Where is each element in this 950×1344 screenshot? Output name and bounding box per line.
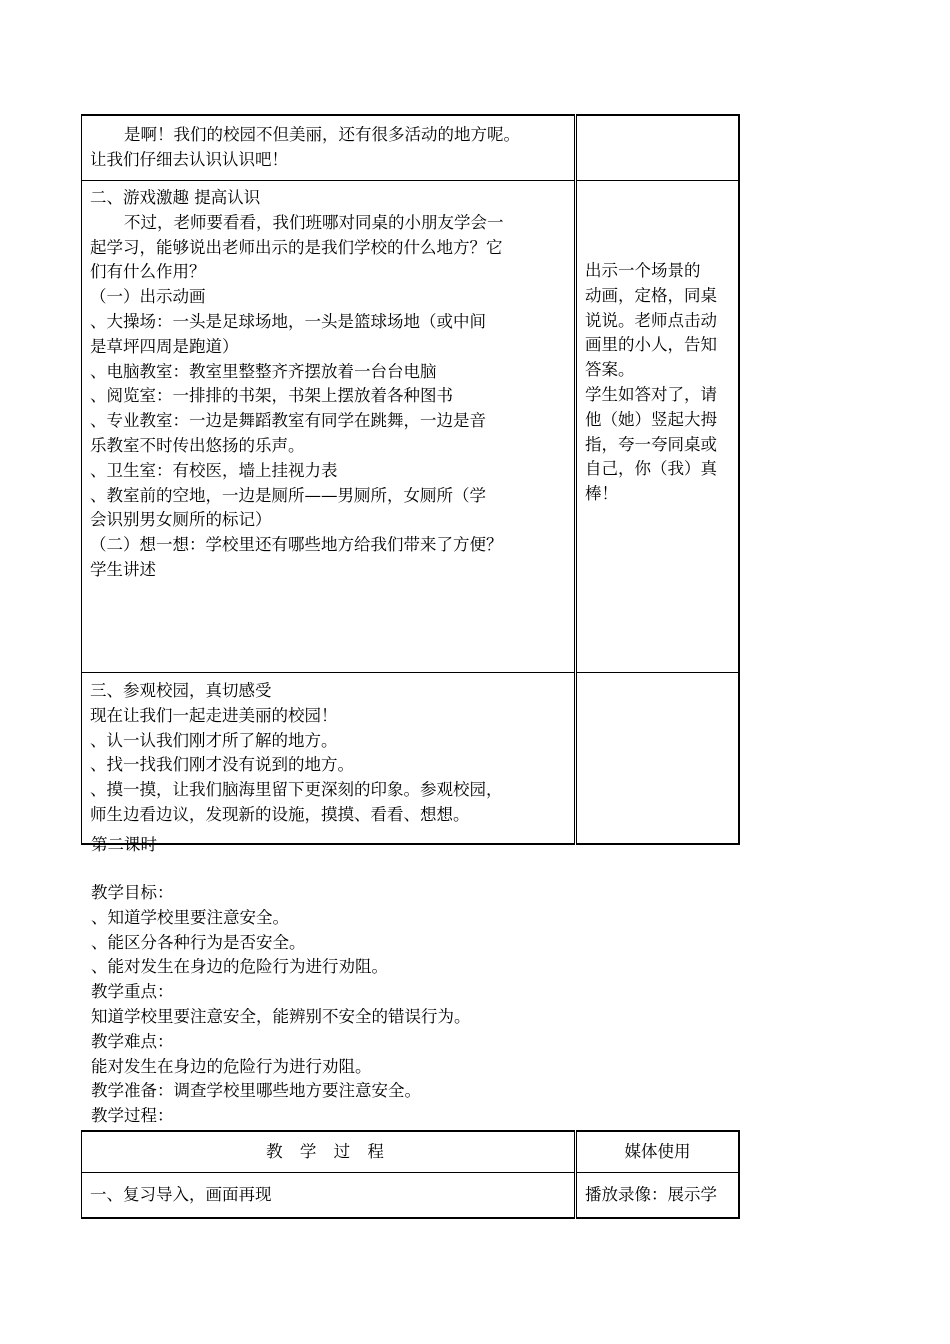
text-line: 不过，老师要看看，我们班哪对同桌的小朋友学会一 [124, 212, 504, 232]
text-line: （二）想一想：学校里还有哪些地方给我们带来了方便？ [90, 535, 503, 555]
text-line: 、认一认我们刚才所了解的地方。 [90, 730, 338, 750]
process-heading: 教学过程： [91, 1106, 174, 1126]
table-row [82, 115, 740, 181]
media-line: 答案。 [585, 360, 635, 380]
header-media: 媒体使用 [576, 1131, 740, 1173]
text-line: 是草坪四周是跑道） [90, 336, 239, 356]
process-cell [82, 181, 576, 673]
text-line: 、教室前的空地，一边是厕所——男厕所，女厕所（学 [90, 485, 486, 505]
table-row [82, 1173, 740, 1219]
table-row [82, 181, 740, 673]
goal-item: 、能对发生在身边的危险行为进行劝阻。 [91, 957, 388, 977]
text-line: 、大操场：一头是足球场地，一头是篮球场地（或中间 [90, 311, 486, 331]
media-line: 学生如答对了，请 [585, 384, 717, 404]
text-line: 乐教室不时传出悠扬的乐声。 [90, 435, 305, 455]
process-cell [82, 115, 576, 181]
text-line: 们有什么作用？ [90, 262, 206, 282]
media-line: 出示一个场景的 [585, 261, 701, 280]
lesson-title [91, 833, 157, 858]
text-line: 会识别男女厕所的标记） [90, 510, 272, 530]
goal-item: 、知道学校里要注意安全。 [91, 907, 289, 927]
text-line: 、卫生室：有校医，墙上挂视力表 [90, 460, 338, 480]
key-heading: 教学重点： [91, 982, 174, 1002]
media-cell: 播放录像：展示学 [576, 1173, 740, 1219]
process-cell: 一、复习导入，画面再现 [82, 1173, 576, 1219]
difficulty-text: 能对发生在身边的危险行为进行劝阻。 [91, 1056, 372, 1076]
section-heading: 二、游戏激趣 提高认识 [90, 188, 261, 207]
key-text: 知道学校里要注意安全，能辨别不安全的错误行为。 [91, 1006, 471, 1026]
text-line: 、阅览室：一排排的书架，书架上摆放着各种图书 [90, 386, 453, 406]
text-line: 师生边看边议，发现新的设施，摸摸、看看、想想。 [90, 804, 470, 824]
media-cell [576, 115, 740, 181]
text-line: 是啊！我们的校园不但美丽，还有很多活动的地方呢。 [124, 125, 520, 145]
goals-heading: 教学目标： [91, 883, 174, 902]
difficulty-heading: 教学难点： [91, 1031, 174, 1051]
media-line: 指，夸一夸同桌或 [585, 434, 717, 454]
media-cell [576, 181, 740, 673]
media-line: 棒！ [585, 484, 618, 504]
text-line: 现在让我们一起走进美丽的校园！ [90, 705, 338, 725]
media-line: 画里的小人，告知 [585, 335, 717, 355]
lesson-title-text: 第二课时 [91, 835, 157, 854]
lesson-table-1 [81, 114, 740, 845]
text-line: 让我们仔细去认识认识吧！ [90, 150, 288, 169]
media-line: 动画，定格，同桌 [585, 285, 717, 305]
header-process: 教 学 过 程 [82, 1131, 576, 1173]
text-line: 学生讲述 [90, 559, 156, 579]
table-row [82, 673, 740, 845]
section-heading: 三、参观校园，真切感受 [90, 681, 272, 700]
text-line: （一）出示动画 [90, 287, 206, 307]
lesson-table-2 [81, 1130, 740, 1219]
text-line: 、摸一摸，让我们脑海里留下更深刻的印象。参观校园， [90, 780, 503, 800]
lesson-plan-text [91, 881, 471, 1129]
text-line: 、专业教室：一边是舞蹈教室有同学在跳舞，一边是音 [90, 411, 486, 431]
process-cell [82, 673, 576, 845]
table-header-row [82, 1131, 740, 1173]
media-cell [576, 673, 740, 845]
goal-item: 、能区分各种行为是否安全。 [91, 932, 306, 952]
text-line: 、电脑教室：教室里整整齐齐摆放着一台台电脑 [90, 361, 437, 381]
text-line: 起学习，能够说出老师出示的是我们学校的什么地方？它 [90, 237, 503, 257]
media-line: 自己，你（我）真 [585, 459, 717, 479]
media-line: 他（她）竖起大拇 [585, 409, 717, 429]
text-line: 、找一找我们刚才没有说到的地方。 [90, 755, 354, 775]
media-line: 说说。老师点击动 [585, 310, 717, 330]
preparation-text: 教学准备：调查学校里哪些地方要注意安全。 [91, 1081, 421, 1101]
